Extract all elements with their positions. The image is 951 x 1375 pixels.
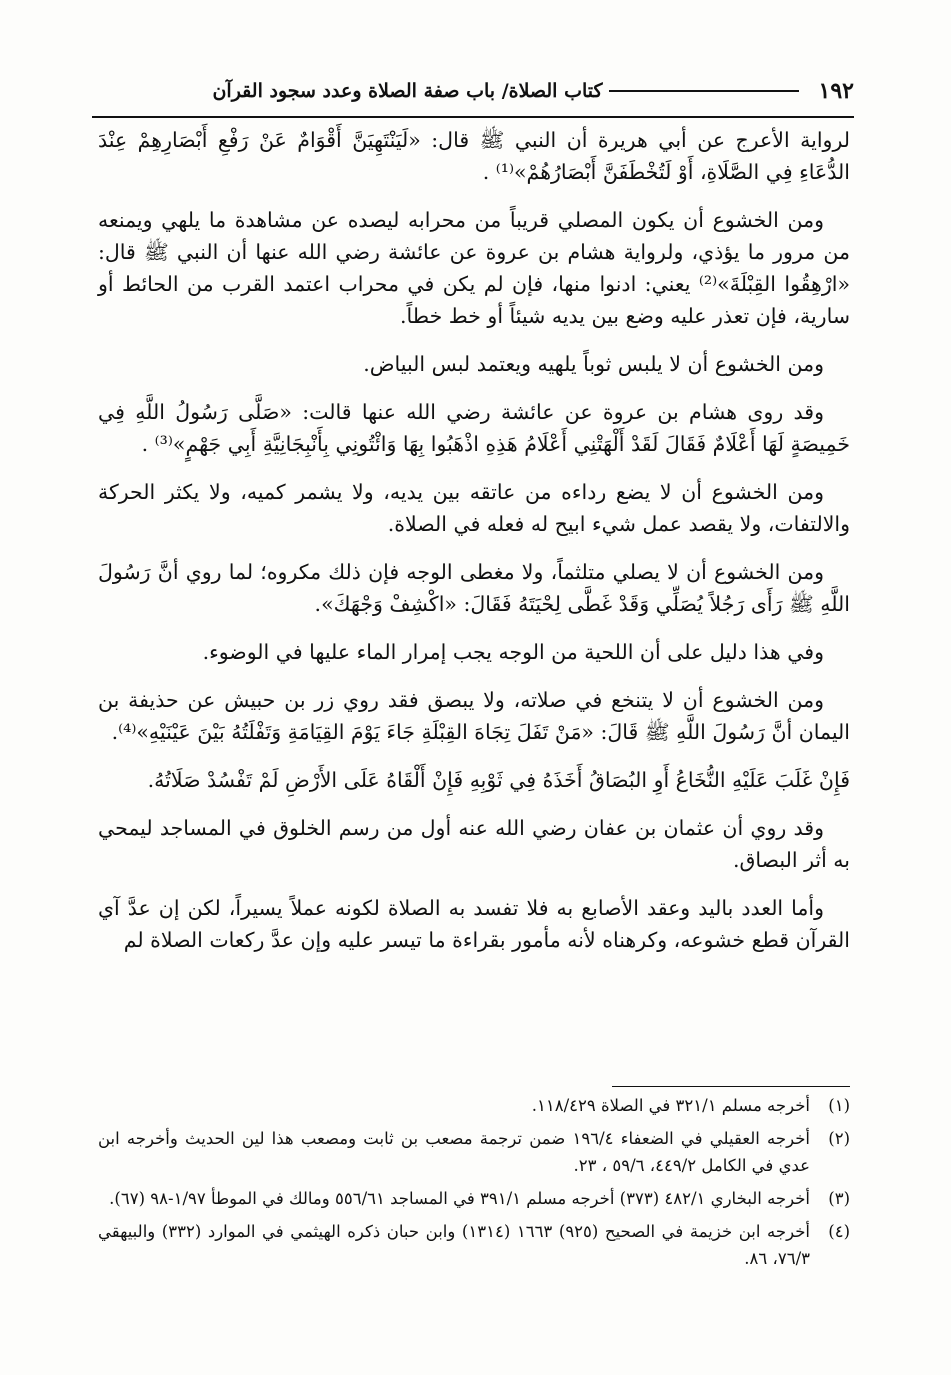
paragraph: لرواية الأعرج عن أبي هريرة أن النبي ﷺ قال: «لَيَنْتَهِيَنَّ أَقْوَامٌ عَنْ رَفْعِ أَبْصَارِهِمْ عِنْدَ الدُّعَاءِ فِي الصَّلَاةِ، أَوْ لَتُخْطَفَنَّ أَبْصَارُهُمْ»⁽¹⁾ .: [98, 128, 850, 184]
footnote-item: [98, 1125, 850, 1179]
main-text: [98, 124, 850, 972]
footnote-number: (١): [828, 1096, 850, 1115]
footnote-number: (٣): [828, 1189, 850, 1208]
footnote-number: (٤): [828, 1222, 850, 1241]
quoted-text: فَإِنْ غَلَبَ عَلَيْهِ النُّخَاعُ أَوِ البُصَاقُ أَخَذَهُ فِي ثَوْبِهِ فَإِنْ أَلْقَاهُ عَلَى الأَرْضِ لَمْ تَفْسُدْ صَلَاتُهُ.: [147, 768, 850, 792]
paragraph: ومن الخشوع أن لا يتنخع في صلاته، ولا يبصق فقد روي زر بن حبيش عن حذيفة بن اليمان أنَّ رَسُولَ اللَّهِ ﷺ قَالَ: «مَنْ تَفَلَ تِجَاهَ القِبْلَةِ جَاءَ يَوْمَ القِيَامَةِ وَتَفْلَتُهُ بَيْنَ عَيْنَيْهِ»⁽⁴⁾.: [98, 688, 850, 744]
footnote-divider: [612, 1086, 850, 1087]
footnote-item: [98, 1218, 850, 1272]
paragraph: وقد روي أن عثمان بن عفان رضي الله عنه أول من رسم الخلوق في المساجد ليمحي به أثر البصاق.: [98, 816, 850, 872]
footnote-text: أخرجه ابن خزيمة في الصحيح (٩٢٥) ١٦٦٣ (١٣١٤) وابن حبان ذكره الهيثمي في الموارد (٣٣٢) والبيهقي ٧٦/٣، ٨٦.: [98, 1222, 810, 1268]
paragraph: ومن الخشوع أن لا يلبس ثوباً يلهيه ويعتمد لبس البياض.: [363, 352, 824, 376]
footnote-text: أخرجه البخاري ٤٨٢/١ (٣٧٣) أخرجه مسلم ٣٩١/١ في المساجد ٥٥٦/٦١ ومالك في الموطأ ١/٩٧-٩٨ (٦٧).: [109, 1189, 810, 1208]
paragraph: وأما العدد باليد وعقد الأصابع به فلا تفسد به الصلاة لكونه عملاً يسيراً، لكن إن عدَّ آي القرآن قطع خشوعه، وكرهناه لأنه مأمور بقراءة ما تيسر عليه وإن عدَّ ركعات الصلاة لم: [98, 896, 850, 952]
paragraph: ومن الخشوع أن يكون المصلي قريباً من محرابه ليصده عن مشاهدة ما يلهي ويمنعه من مرور ما يؤذي، ولرواية هشام بن عروة عن عائشة رضي الله عنها أن النبي ﷺ قال: «ارْهِقُوا القِبْلَةَ»⁽²⁾ يعني: ادنوا منها، فإن لم يكن في محراب اعتمد القرب من الحائط أو سارية، فإن تعذر عليه وضع بين يديه شيئاً أو خط خطاً.: [98, 208, 850, 328]
header-rule: [609, 90, 799, 92]
paragraph: وفي هذا دليل على أن اللحية من الوجه يجب إمرار الماء عليها في الوضوء.: [202, 640, 824, 664]
footnote-number: (٢): [828, 1129, 850, 1148]
footnote-item: [98, 1185, 850, 1212]
paragraph: وقد روى هشام بن عروة عن عائشة رضي الله عنها قالت: «صَلَّى رَسُولُ اللَّهِ فِي خَمِيصَةٍ لَهَا أَعْلَامٌ فَقَالَ لَقَدْ أَلْهَتْنِي أَعْلَامُ هَذِهِ اذْهَبُوا بِهَا وَائْتُونِي بِأَنْبِجَانِيَّةِ أَبِي جَهْمٍ»⁽³⁾ .: [98, 400, 850, 456]
paragraph: ومن الخشوع أن لا يصلي متلثماً، ولا مغطى الوجه فإن ذلك مكروه؛ لما روي أنَّ رَسُولَ اللَّهِ ﷺ رَأَى رَجُلاً يُصَلِّي وَقَدْ غَطَّى لِحْيَتَهُ فَقَالَ: «اكْشِفْ وَجْهَكَ».: [98, 560, 850, 616]
footnote-item: [98, 1092, 850, 1119]
page-header: [92, 66, 854, 118]
paragraph: ومن الخشوع أن لا يضع رداءه من عاتقه بين يديه، ولا يشمر كميه، ولا يكثر الحركة والالتفات، ولا يقصد عمل شيء ابيح له فعله في الصلاة.: [98, 480, 850, 536]
footnote-text: أخرجه العقيلي في الضعفاء ١٩٦/٤ ضمن ترجمة مصعب بن ثابت ومصعب هذا لين الحديث وأخرجه ابن عدي في الكامل ٤٤٩/٢، ٥٩/٦ ، ٢٣.: [98, 1129, 810, 1175]
running-head: كتاب الصلاة/ باب صفة الصلاة وعدد سجود القرآن: [212, 80, 603, 102]
footnotes: [98, 1092, 850, 1278]
page-number: ١٩٢: [818, 78, 854, 104]
footnote-text: أخرجه مسلم ٣٢١/١ في الصلاة ١١٨/٤٢٩.: [531, 1096, 810, 1115]
